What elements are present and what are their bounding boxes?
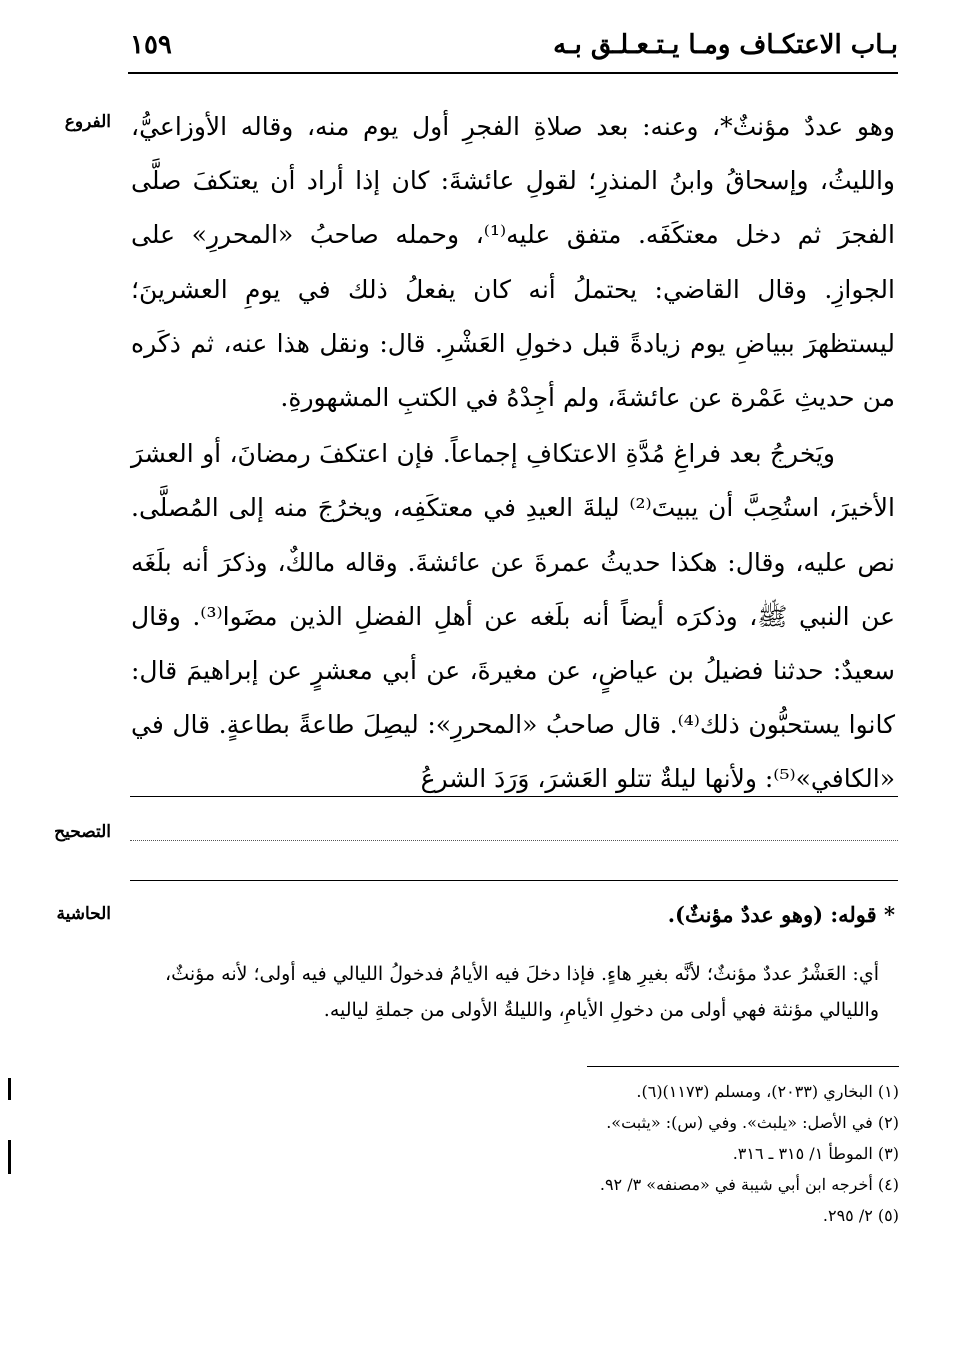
- footnote-rule: [587, 1066, 899, 1067]
- chapter-title: بـاب الاعتكـاف ومـا يـتـعـلـق بـه: [553, 30, 898, 60]
- hashiya-line: أي: العَشْرُ عددٌ مؤنثٌ؛ لأنَّه بغيرِ هاءٍ. فإذا دخلَ فيه الأيامُ فدخولُ الليالي فيه أولى؛ لأنه مؤنثٌ،: [165, 963, 879, 985]
- footnotes: [399, 1076, 899, 1231]
- section-label-tashih: التصحيح: [54, 822, 111, 842]
- hashiya-title: * قوله: (وهو عددٌ مؤنثٌ).: [667, 902, 895, 927]
- separator-rule-bottom: [130, 880, 898, 881]
- scan-edge-mark: [8, 1140, 11, 1174]
- footnote: (٢) في الأصل: «يلبث». وفي (س): «يثبت».: [606, 1113, 899, 1132]
- separator-rule-top: [130, 796, 898, 797]
- footnote: (٤) أخرجه ابن أبي شيبة في «مصنفه» ٣/ ٩٢.: [599, 1175, 899, 1194]
- section-label-hashiya: الحاشية: [56, 904, 111, 924]
- header-rule: [128, 72, 898, 74]
- tashih-dotted-line: [130, 840, 898, 841]
- hashiya-body: [119, 956, 879, 1028]
- paragraph-2: ويَخرجُ بعد فراغِ مُدَّةِ الاعتكافِ إجماعاً. فإن اعتكفَ رمضانَ، أو العشرَ الأخيرَ، استُحِبَّ أن يبيتَ⁽²⁾ ليلةَ العيدِ في معتكَفِه، ويخرُجَ منه إلى المُصلَّى. نص عليه، وقال: هكذا حديثُ عمرةَ عن عائشةَ. وقاله مالكٌ، وذكرَ أنه بلَغَه عن النبي ﷺ، وذكرَه أيضاً أنه بلَغه عن أهلِ الفضلِ الذين مضَوا⁽³⁾. وقال سعيدٌ: حدثنا فضيلُ بن عياضٍ، عن مغيرةَ، عن أبي معشرٍ عن إبراهيمَ قال: كانوا يستحبُّون ذلك⁽⁴⁾. قال صاحبُ «المحررِ»: ليصِلَ طاعةً بطاعةٍ. قال في «الكافي»⁽⁵⁾: ولأنها ليلةٌ تتلو العَشرَ، وَرَدَ الشرعُ: [131, 439, 896, 794]
- paragraph-1: وهو عددٌ مؤنثٌ*، وعنه: بعد صلاةِ الفجرِ أول يوم منه، وقاله الأوزاعيُّ، والليثُ، وإسحاقُ وابنُ المنذرِ؛ لقولِ عائشةَ: كان إذا أراد أن يعتكفَ صلَّى الفجرَ ثم دخل معتكَفَه. متفق عليه⁽¹⁾، وحمله صاحبُ «المحررِ» على الجوازِ. وقال القاضي: يحتملُ أنه كان يفعلُ ذلك في يومِ العشرينَ؛ ليستظهرَ ببياضِ يوم زيادةً قبل دخولِ العَشْرِ. قال: ونقل هذا عنه، ثم ذكَره من حديثِ عَمْرة عن عائشةَ، ولم أجِدْهُ في الكتبِ المشهورةِ.: [131, 112, 895, 413]
- main-text: [131, 100, 895, 807]
- section-label-furu: الفروع: [64, 112, 111, 132]
- footnote: (٥) ٢/ ٢٩٥.: [822, 1206, 899, 1225]
- running-header: [130, 30, 898, 64]
- footnote: (١) البخاري (٢٠٣٣)، ومسلم (١١٧٣)(٦).: [636, 1082, 899, 1101]
- scan-edge-mark: [8, 1078, 11, 1100]
- hashiya-line: والليالي مؤنثة فهي أولى من دخولِ الأيامِ، والليلةُ الأولى من جملةِ لياليه.: [323, 999, 879, 1021]
- page-number: ١٥٩: [130, 30, 172, 60]
- footnote: (٣) الموطأ ١/ ٣١٥ ـ ٣١٦.: [732, 1144, 899, 1163]
